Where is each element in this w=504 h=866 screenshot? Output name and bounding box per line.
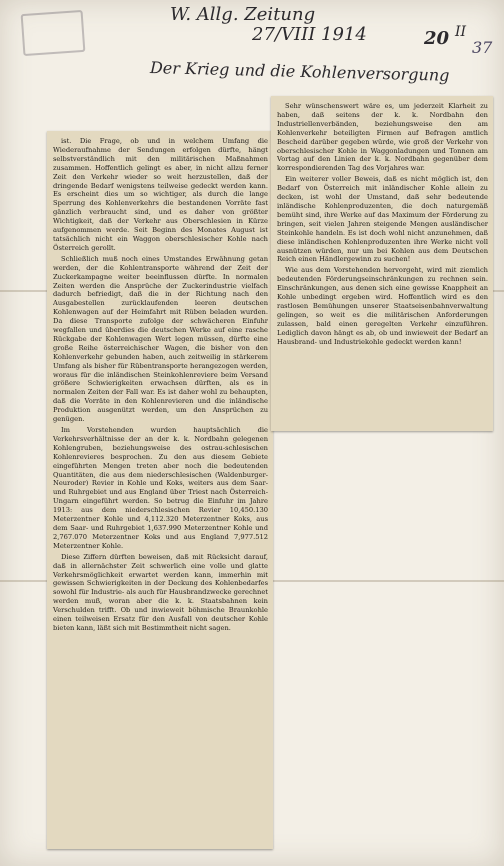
handwritten-roman-numeral: II xyxy=(455,24,467,40)
article-paragraph: Sehr wünschenswert wäre es, um jederzeit Klarheit zu haben, daß seitens der k. k. Nordbahn den Industriellenverbänden, beziehungsweise den am Kohlenverkehr beteiligten Firmen auf Befragen amtlich Bescheid darüber gegeben würde, wie groß der Verkehr von oberschlesischer Kohle in Waggonladungen und Tonnen am Vortag auf den Linien der k. k. Nordbahn gegenüber dem korrespondierenden Tag des Vorjahres war. xyxy=(277,102,488,173)
article-paragraph: ist. Die Frage, ob und in welchem Umfang die Wiederaufnahme der Sendungen erfolgen dürfte, hängt selbstverständlich mit den militärischen Maßnahmen zusammen. Hoffentlich gelingt es aber, in nicht allzu ferner Zeit den Verkehr wieder so weit herzustellen, daß der dringende Bedarf wenigstens teilweise gedeckt werden kann. Es erscheint dies um so wichtiger, als durch die lange Sperrung des Kohlenverkehrs die bestandenen Vorräte fast gänzlich verbraucht sind, und es daher von größter Wichtigkeit, daß der Verkehr aus Oberschlesien in Kürze aufgenommen werde. Seit Beginn des Monates August ist tatsächlich nicht ein Waggon oberschlesischer Kohle nach Österreich gerollt. xyxy=(53,137,268,252)
article-column-right xyxy=(277,102,488,346)
article-paragraph: Diese Ziffern dürften beweisen, daß mit Rücksicht darauf, daß in allernächster Zeit schwerlich eine volle und glatte Verkehrsmöglichkeit erwartet werden kann, immerhin mit gewissen Schwierigkeiten in der Deckung des Kohlenbedarfes sowohl für Industrie- als auch für Hausbrandzwecke gerechnet werden muß, woran aber die k. k. Staatsbahnen kein Verschulden trifft. Ob und inwieweit böhmische Braunkohle einen teilweisen Ersatz für den Ausfall von deutscher Kohle bieten kann, läßt sich mit Bestimmtheit nicht sagen. xyxy=(53,552,268,632)
article-paragraph: Wie aus dem Vorstehenden hervorgeht, wird mit ziemlich bedeutenden Förderungseinschränkungen zu rechnen sein. Einschränkungen, aus denen sich eine gewisse Knappheit an Kohle unbedingt ergeben wird. Hoffentlich wird es den rastlosen Bemühungen unserer Staatseisenbahnverwaltung gelingen, so weit es die militärischen Anforderungen zulassen, bald einen geregelten Verkehr einzuführen. Lediglich davon hängt es ab, ob und inwieweit der Bedarf an Hausbrand- und Industriekohle gedeckt werden kann! xyxy=(277,266,488,346)
article-column-left xyxy=(53,137,268,633)
article-paragraph: Ein weiterer voller Beweis, daß es nicht möglich ist, den Bedarf von Österreich mit inländischer Kohle allein zu decken, ist wohl der Umstand, daß sehr bedeutende inländische Kohlenproduzenten, die doch naturgemäß bemüht sind, ihre Werke auf das Maximum der Förderung zu bringen, seit vielen Jahren steigende Mengen ausländischer Steinkohle handeln. Es ist doch wohl nicht anzunehmen, daß diese inländischen Kohlenproduzenten ihre Werke nicht voll ausnützen würden, nur um bei Kohlen aus dem Deutschen Reich einen Händlergewinn zu suchen! xyxy=(277,175,488,264)
handwritten-date: 27/VIII 1914 xyxy=(252,24,367,45)
newspaper-clipping-right xyxy=(271,96,493,431)
handwritten-title: Der Krieg und die Kohlenversorgung xyxy=(149,58,450,85)
article-paragraph: Im Vorstehenden wurden hauptsächlich die Verkehrsverhältnisse der an der k. k. Nordbahn gelegenen Kohlengruben, beziehungsweise des ostrau-schlesischen Kohlenrevieres besprochen. Zu den aus diesem Gebiete eingeführten Mengen treten aber noch die bedeutenden Quantitäten, die aus dem niederschlesischen (Waldenburger-Neuroder) Revier in Kohle und Koks, weiters aus dem Saar- und Ruhrgebiet und aus England über Triest nach Österreich-Ungarn eingeführt werden. So betrug die Einfuhr im Jahre 1913: aus dem niederschlesischen Revier 10,450.130 Meterzentner Kohle und 4,112.320 Meterzentner Koks, aus dem Saar- und Ruhrgebiet 1,637.990 Meterzentner Kohle und 2,767.070 Meterzentner Koks und aus England 7,977.512 Meterzentner Kohle. xyxy=(53,426,268,550)
newspaper-clipping-left xyxy=(47,131,273,849)
handwritten-source: W. Allg. Zeitung xyxy=(170,4,316,25)
article-paragraph: Schließlich muß noch eines Umstandes Erwähnung getan werden, der die Kohlentransporte während der Zeit der Zuckerkampagne weiter beeinflussen dürfte. In normalen Zeiten werden die Ansprüche der Zuckerindustrie vielfach dadurch befriedigt, daß die in der Richtung nach den Ausgabestellen zurücklaufenden leeren deutschen Kohlenwagen auf der Heimfahrt mit Rüben beladen wurden. Da diese Transporte zufolge der schwächeren Einfuhr wegfallen und überdies die deutschen Werke auf eine rasche Rückgabe der Kohlenwagen Wert legen müssen, dürfte eine große Reihe österreichischer Wagen, die bisher von den Kohlenverkehr gebunden haben, auch zeitweilig in stärkerem Umfang als bisher für Rübentransporte herangezogen werden, woraus für die inländischen Steinkohlenreviere beim Versand größere Schwierigkeiten erwachsen dürften, als es in normalen Zeiten der Fall war. Es ist daher wohl zu behaupten, daß die Vorräte in den Kohlenrevieren und die inländische Produktion ausgenützt werden, um den Ansprüchen zu genügen. xyxy=(53,254,268,424)
handwritten-page-number: 20 xyxy=(424,28,450,49)
faded-stamp xyxy=(21,10,86,56)
handwritten-folio-number: 37 xyxy=(472,38,493,57)
